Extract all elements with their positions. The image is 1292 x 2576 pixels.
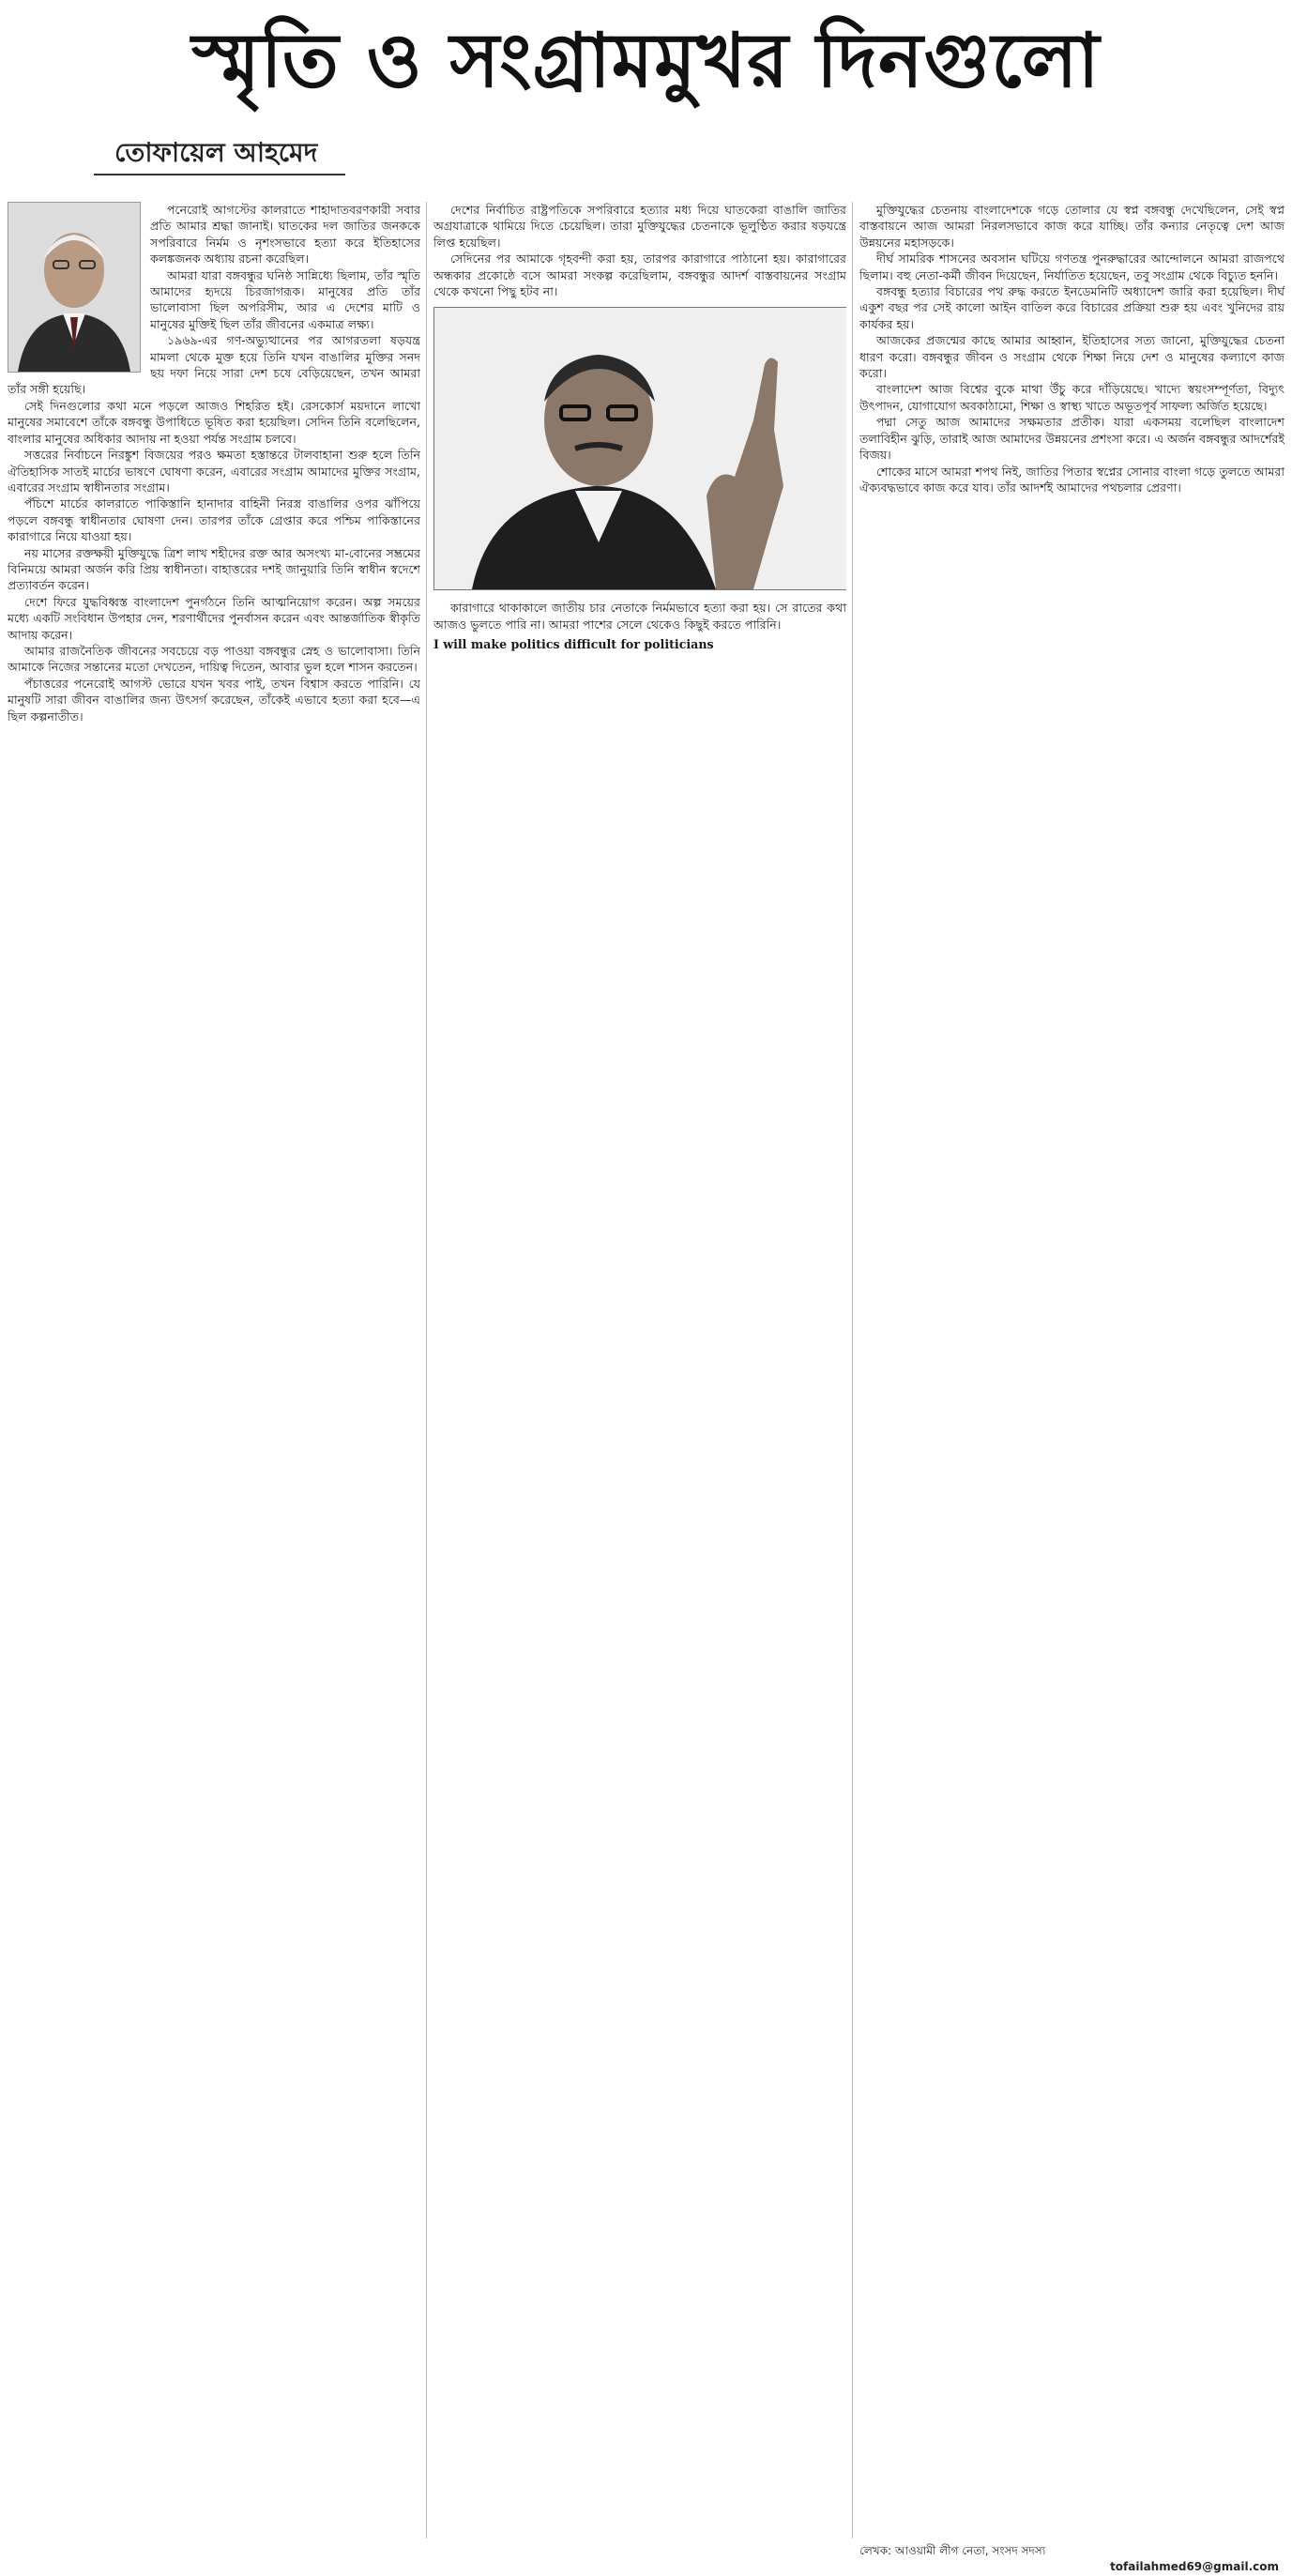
column-rule (852, 202, 853, 2538)
paragraph: পদ্মা সেতু আজ আমাদের সক্ষমতার প্রতীক। যারা একসময় বলেছিল বাংলাদেশ তলাবিহীন ঝুড়ি, তারাই আজ আমাদের উন্নয়নের প্রশংসা করে। এ অর্জন বঙ্গবন্ধুর আদর্শেরই বিজয়। (859, 415, 1284, 463)
paragraph: আজকের প্রজন্মের কাছে আমার আহ্বান, ইতিহাসের সত্য জানো, মুক্তিযুদ্ধের চেতনা ধারণ করো। বঙ্গবন্ধুর জীবন ও সংগ্রাম থেকে শিক্ষা নিয়ে দেশ ও মানুষের কল্যাণে কাজ করো। (859, 333, 1284, 381)
paragraph: কারাগারে থাকাকালে জাতীয় চার নেতাকে নির্মমভাবে হত্যা করা হয়। সে রাতের কথা আজও ভুলতে পারি না। আমরা পাশের সেলে থেকেও কিছুই করতে পারিনি। (433, 601, 846, 632)
paragraph: বঙ্গবন্ধু হত্যার বিচারের পথ রুদ্ধ করতে ইনডেমনিটি অধ্যাদেশ জারি করা হয়েছিল। দীর্ঘ একুশ বছর পর সেই কালো আইন বাতিল করে বিচারের প্রক্রিয়া শুরু হয় এবং খুনিদের রায় কার্যকর হয়। (859, 284, 1284, 331)
paragraph: পঁচাত্তরের পনেরোই আগস্ট ভোরে যখন খবর পাই, তখন বিশ্বাস করতে পারিনি। যে মানুষটি সারা জীবন বাঙালির জন্য উৎসর্গ করেছেন, তাঁকেই এভাবে হত্যা করা হবে—এ ছিল কল্পনাতীত। (8, 676, 420, 724)
paragraph: সেই দিনগুলোর কথা মনে পড়লে আজও শিহরিত হই। রেসকোর্স ময়দানে লাখো মানুষের সমাবেশে তাঁকে বঙ্গবন্ধু উপাধিতে ভূষিত করা হয়েছিল। সেদিন তিনি বলেছিলেন, বাংলার মানুষের অধিকার আদায় না হওয়া পর্যন্ত সংগ্রাম চলবে। (8, 398, 420, 446)
bangabandhu-photo (433, 307, 846, 590)
article-column-2 (433, 202, 846, 2538)
paragraph: পঁচিশে মার্চের কালরাতে পাকিস্তানি হানাদার বাহিনী নিরস্ত্র বাঙালির ওপর ঝাঁপিয়ে পড়লে বঙ্গবন্ধু স্বাধীনতার ঘোষণা দেন। তারপর তাঁকে গ্রেপ্তার করে পশ্চিম পাকিস্তানের কারাগারে নিয়ে যাওয়া হয়। (8, 496, 420, 544)
paragraph: মুক্তিযুদ্ধের চেতনায় বাংলাদেশকে গড়ে তোলার যে স্বপ্ন বঙ্গবন্ধু দেখেছিলেন, সেই স্বপ্ন বাস্তবায়নে আজ আমরা নিরলসভাবে কাজ করে যাচ্ছি। তাঁর কন্যার নেতৃত্বে দেশ আজ উন্নয়নের মহাসড়কে। (859, 203, 1284, 250)
quote-line: I will make politics difficult for politicians (433, 637, 714, 652)
article-column-3 (859, 202, 1284, 2538)
paragraph: ১৯৬৯-এর গণ-অভ্যুত্থানের পর আগরতলা ষড়যন্ত্র মামলা থেকে মুক্ত হয়ে তিনি যখন বাঙালির মুক্তির সনদ ছয় দফা নিয়ে সারা দেশ চষে বেড়িয়েছেন, তখন আমরা তাঁর সঙ্গী হয়েছি। (8, 333, 420, 397)
paragraph: নয় মাসের রক্তক্ষয়ী মুক্তিযুদ্ধে ত্রিশ লাখ শহীদের রক্ত আর অসংখ্য মা-বোনের সম্ভ্রমের বিনিময়ে আমরা অর্জন করি প্রিয় স্বাধীনতা। বাহাত্তরের দশই জানুয়ারি তিনি স্বাধীন স্বদেশে প্রত্যাবর্তন করেন। (8, 545, 420, 593)
article-column-1 (8, 202, 420, 2538)
paragraph: দেশের নির্বাচিত রাষ্ট্রপতিকে সপরিবারে হত্যার মধ্য দিয়ে ঘাতকেরা বাঙালি জাতির অগ্রযাত্রাকে থামিয়ে দিতে চেয়েছিল। তারা মুক্তিযুদ্ধের চেতনাকে ভূলুণ্ঠিত করার ষড়যন্ত্রে লিপ্ত হয়েছিল। (433, 203, 846, 250)
paragraph: শোকের মাসে আমরা শপথ নিই, জাতির পিতার স্বপ্নের সোনার বাংলা গড়ে তুলতে আমরা ঐক্যবদ্ধভাবে কাজ করে যাব। তাঁর আদর্শই আমাদের পথচলার প্রেরণা। (859, 464, 1284, 495)
paragraph: দেশে ফিরে যুদ্ধবিধ্বস্ত বাংলাদেশ পুনর্গঠনে তিনি আত্মনিয়োগ করেন। অল্প সময়ের মধ্যে একটি সংবিধান উপহার দেন, শরণার্থীদের পুনর্বাসন করেন এবং আন্তর্জাতিক স্বীকৃতি আদায় করেন। (8, 594, 420, 642)
paragraph: সেদিনের পর আমাকে গৃহবন্দী করা হয়, তারপর কারাগারে পাঠানো হয়। কারাগারের অন্ধকার প্রকোষ্ঠে বসে আমরা সংকল্প করেছিলাম, বঙ্গবন্ধুর আদর্শ বাস্তবায়নের সংগ্রাম থেকে কখনো পিছু হটব না। (433, 252, 846, 299)
paragraph: আমরা যারা বঙ্গবন্ধুর ঘনিষ্ঠ সান্নিধ্যে ছিলাম, তাঁর স্মৃতি আমাদের হৃদয়ে চিরজাগরূক। মানুষের প্রতি তাঁর ভালোবাসা ছিল অপরিসীম, আর এ দেশের মাটি ও মানুষের মুক্তিই ছিল তাঁর জীবনের একমাত্র লক্ষ্য। (150, 267, 420, 331)
author-portrait (8, 202, 141, 373)
paragraph: আমার রাজনৈতিক জীবনের সবচেয়ে বড় পাওয়া বঙ্গবন্ধুর স্নেহ ও ভালোবাসা। তিনি আমাকে নিজের সন্তানের মতো দেখতেন, দায়িত্ব দিতেন, আবার ভুল হলে শাসন করতেন। (8, 643, 420, 675)
paragraph: সত্তরের নির্বাচনে নিরঙ্কুশ বিজয়ের পরও ক্ষমতা হস্তান্তরে টালবাহানা শুরু হলে তিনি ঐতিহাসিক সাতই মার্চের ভাষণে ঘোষণা করেন, এবারের সংগ্রাম আমাদের মুক্তির সংগ্রাম, এবারের সংগ্রাম স্বাধীনতার সংগ্রাম। (8, 448, 420, 495)
paragraph: পনেরোই আগস্টের কালরাতে শাহাদাতবরণকারী সবার প্রতি আমার শ্রদ্ধা জানাই। ঘাতকের দল জাতির জনককে সপরিবারে নির্মম ও নৃশংসভাবে হত্যা করে ইতিহাসের কলঙ্কজনক অধ্যায় রচনা করেছিল। (150, 203, 420, 267)
paragraph: দীর্ঘ সামরিক শাসনের অবসান ঘটিয়ে গণতন্ত্র পুনরুদ্ধারের আন্দোলনে আমরা রাজপথে ছিলাম। বহু নেতা-কর্মী জীবন দিয়েছেন, নির্যাতিত হয়েছেন, তবু সংগ্রাম থেকে বিচ্যুত হননি। (859, 252, 1284, 282)
column-rule (426, 202, 427, 2538)
headline: স্মৃতি ও সংগ্রামমুখর দিনগুলো (191, 17, 1101, 104)
author-bio: লেখক: আওয়ামী লীগ নেতা, সংসদ সদস্য (859, 2544, 1046, 2557)
author-email: tofailahmed69@gmail.com (1110, 2560, 1279, 2573)
paragraph: বাংলাদেশ আজ বিশ্বের বুকে মাথা উঁচু করে দাঁড়িয়েছে। খাদ্যে স্বয়ংসম্পূর্ণতা, বিদ্যুৎ উৎপাদন, যোগাযোগ অবকাঠামো, শিক্ষা ও স্বাস্থ্য খাতে অভূতপূর্ব সাফল্য অর্জিত হয়েছে। (859, 382, 1284, 413)
author-byline: তোফায়েল আহমেদ (94, 134, 345, 175)
